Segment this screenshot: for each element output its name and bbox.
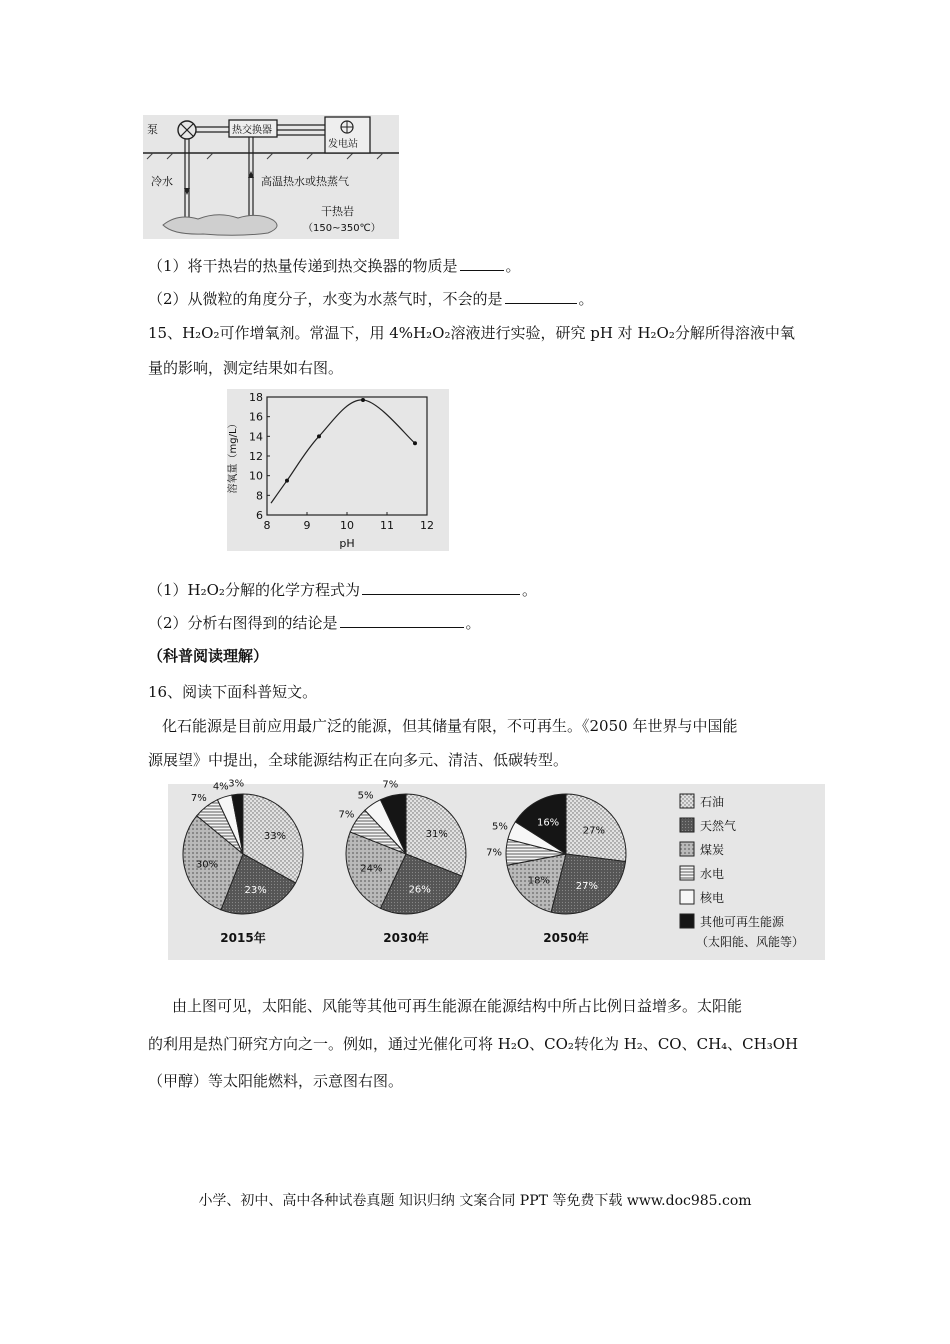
legend-label: 其他可再生能源 [700,915,785,929]
slice-value-label: 23% [244,885,267,897]
x-tick-label: 8 [263,519,271,532]
q16-para2-line2: 的利用是热门研究方向之一。例如，通过光催化可将 H₂O、CO₂转化为 H₂、CO、CH₄、CH₃OH [148,1035,799,1053]
y-tick-label: 18 [249,391,263,404]
slice-value-label: 30% [195,859,219,871]
legend-label: 核电 [700,891,725,905]
pie-chart-3 [486,794,626,945]
dry-rock-label: 干热岩 [321,205,354,218]
x-axis-label: pH [339,537,355,550]
pie-year-label: 2030年 [383,931,429,945]
q14-sub1-blank[interactable] [460,255,504,271]
power-station-label: 发电站 [328,139,358,150]
y-tick-label: 6 [256,509,263,522]
q16-para2-line1: 由上图可见，太阳能、风能等其他可再生能源在能源结构中所占比例日益增多。太阳能 [172,997,743,1015]
q14-sub2: （2）从微粒的角度分子，水变为水蒸气时，不会的是 。 [148,290,594,308]
legend-label: 石油 [700,795,725,809]
legend-label: 水电 [700,867,725,881]
pie-chart-2 [339,780,466,945]
q14-sub2-blank[interactable] [505,288,577,304]
legend-swatch [680,890,694,904]
x-tick-label: 10 [340,519,354,532]
q16-para1-line2: 源展望》中提出，全球能源结构正在向多元、清洁、低碳转型。 [148,751,569,769]
slice-value-label: 24% [360,863,383,875]
geothermal-diagram [143,115,399,239]
slice-value-label: 3% [228,778,245,790]
q15-stem-line2: 量的影响，测定结果如右图。 [148,359,344,377]
legend-swatch [680,866,694,880]
slice-value-label: 4% [212,781,229,793]
heat-exchanger-label: 热交换器 [232,125,272,136]
slice-value-label: 7% [190,793,207,805]
q15-sub1: （1）H₂O₂分解的化学方程式为 。 [148,581,537,599]
slice-value-label: 18% [527,875,550,887]
slice-value-label: 31% [425,829,448,841]
slice-value-label: 5% [491,821,508,833]
legend-swatch [680,794,694,808]
q14-sub1: （1）将干热岩的热量传递到热交换器的物质是 。 [148,257,521,275]
oxygen-curve [271,400,415,503]
slice-value-label: 26% [408,884,431,896]
q15-sub2: （2）分析右图得到的结论是 。 [148,614,481,632]
slice-value-label: 7% [486,847,502,859]
y-tick-label: 8 [256,489,263,503]
data-point [317,434,321,438]
q16-title: 16、阅读下面科普短文。 [148,683,318,701]
slice-value-label: 27% [575,880,599,892]
y-tick-label: 10 [249,469,263,483]
dry-rock-temp-label: （150~350℃） [303,223,381,234]
legend-swatch [680,818,694,832]
legend-swatch [680,842,694,856]
data-point [413,441,417,445]
pump-label: 泵 [147,123,158,136]
pie-year-label: 2050年 [543,931,589,945]
y-axis-label: 溶氧量（mg/L） [228,418,239,494]
slice-value-label: 33% [263,831,287,843]
energy-structure-figure [168,778,825,960]
x-tick-label: 11 [380,519,394,532]
legend-label: 天然气 [700,819,737,833]
hot-water-label: 高温热水或热蒸气 [261,175,349,188]
ph-oxygen-line-chart [227,389,449,551]
section-heading: （科普阅读理解） [148,647,269,665]
pie-chart-1 [183,778,303,945]
q16-para2-line3: （甲醇）等太阳能燃料，示意图右图。 [148,1072,404,1090]
page-footer: 小学、初中、高中各种试卷真题 知识归纳 文案合同 PPT 等免费下载 www.doc985.com [198,1193,752,1209]
x-tick-label: 9 [303,519,311,532]
pie-year-label: 2015年 [220,931,266,945]
y-tick-label: 12 [249,450,263,463]
q15-sub2-blank[interactable] [340,612,464,628]
y-tick-label: 16 [249,410,263,424]
pump-icon [178,121,196,139]
q15-stem-line1: 15、H₂O₂可作增氧剂。常温下，用 4%H₂O₂溶液进行实验，研究 pH 对 H₂O₂分解所得溶液中氧 [148,324,795,342]
slice-value-label: 27% [582,825,606,837]
slice-value-label: 5% [357,790,374,802]
cold-water-label: 冷水 [151,175,173,188]
slice-value-label: 7% [338,809,355,821]
legend-label: 煤炭 [700,843,725,857]
legend-swatch [680,914,694,928]
generator-icon [341,121,353,133]
slice-value-label: 16% [536,817,560,829]
x-tick-label: 12 [420,519,434,532]
plot-frame [267,397,427,515]
q16-para1-line1: 化石能源是目前应用最广泛的能源，但其储量有限，不可再生。《2050 年世界与中国能 [162,717,738,735]
q15-sub1-blank[interactable] [362,579,520,595]
legend-note: （太阳能、风能等） [696,935,805,949]
data-point [361,398,365,402]
y-tick-label: 14 [249,430,263,444]
slice-value-label: 7% [382,779,399,791]
data-point [285,479,289,483]
